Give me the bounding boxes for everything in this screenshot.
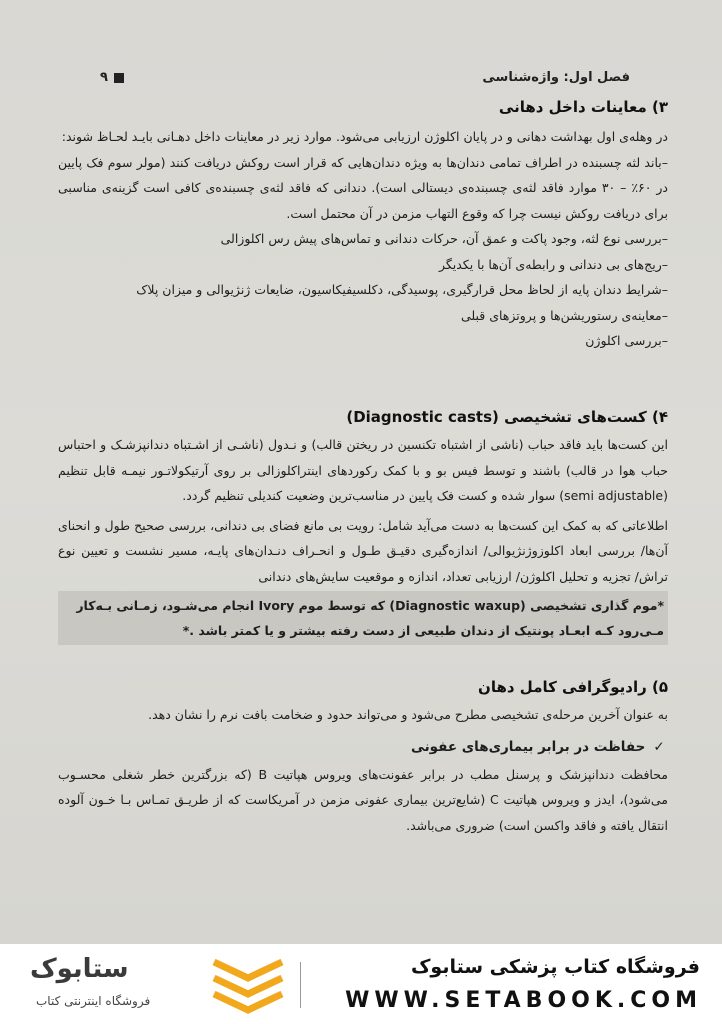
list-item: –بررسی نوع لثه، وجود پاکت و عمق آن، حرکات دندانی و تماس‌های پیش رس اکلوزالی [220, 231, 668, 246]
list-item: –معاینه‌ی رستوریشن‌ها و پروتزهای قبلی [460, 307, 668, 323]
list-item: –ریج‌های بی دندانی و رابطه‌ی آن‌ها با یکدیگر [438, 256, 668, 272]
section5-paragraph-1: به عنوان آخرین مرحله‌ی تشخیصی مطرح می‌شود و می‌تواند حدود و ضخامت بافت نرم را نشان دهد. [148, 707, 668, 722]
setabook-logo [30, 954, 290, 1018]
page-header [100, 70, 630, 92]
list-item: –بررسی اکلوژن [585, 333, 668, 348]
infection-control-title: حفاظت در برابر بیماری‌های عفونی [410, 738, 646, 755]
section3-intro: در وهله‌ی اول بهداشت دهانی و در پایان اکلوژن ارزیابی می‌شود. موارد زیر در معاینات داخل دهـانی بایـد لحـاظ شوند: [61, 129, 668, 144]
check-icon: ✓ [653, 738, 665, 755]
waxup-note: *موم گذاری تشخیصی (Diagnostic waxup) که توسط موم Ivory انجام می‌شـود، زمـانی بـه‌کار مـی‌رود کـه ابعـاد پونتیک از دندان طبیعی از دست رفته بیشتر و یا کمتر باشد .* [58, 591, 668, 645]
page-number: ۹ [100, 70, 108, 85]
section4-paragraph-2: اطلاعاتی که به کمک این کست‌ها به دست می‌آید شامل: رویت بی مانع فضای بی دندانی، بررسی صحیح طول و انحنای آن‌ها/ بررسی ابعاد اکلوزوژنژیوالی/ اندازه‌گیری دقیـق طـول و انحـراف دنـدان‌های پایـه، مسیر نشست و تعیین نوع تراش/ تجزیه و تحلیل اکلوژن/ ارزیابی تعداد، اندازه و موقعیت سایش‌های دندانی [58, 517, 668, 584]
store-banner [0, 944, 722, 1024]
section-radiography [58, 676, 668, 838]
list-item: –شرایط دندان پایه از لحاظ محل قرارگیری، پوسیدگی، دکلسیفیکاسیون، ضایعات ژنژیوالی و میزان پلاک [136, 282, 668, 297]
section3-heading: ۳) معاینات داخل دهانی [498, 98, 668, 116]
logo-wordmark: ستابوک [30, 954, 129, 984]
square-bullet-icon [114, 73, 124, 83]
store-url: WWW.SETABOOK.COM [345, 988, 702, 1013]
infection-control-heading [58, 736, 668, 758]
chapter-title: فصل اول: واژه‌شناسی [482, 70, 630, 85]
logo-tagline: فروشگاه اینترنتی کتاب [36, 994, 151, 1008]
section-diagnostic-casts [58, 406, 668, 645]
section4-heading: ۴) کست‌های تشخیصی (Diagnostic casts) [346, 408, 668, 426]
section4-paragraph-1: این کست‌ها باید فاقد حباب (ناشی از اشتباه تکنسین در ریختن قالب) و نـدول (ناشـی از اشـتباه دندانپزشـک و احتباس حباب هوا در قالب) باشند و توسط فیس بو و با کمک رکوردهای اینتراکلوزالی بر روی آرتیکولاتـور نیمـه قابل تنظیم (semi adjustable) سوار شده و کست فک پایین در مناسب‌ترین وضعیت کندیلی تنظیم گردد. [58, 437, 668, 503]
divider [300, 962, 301, 1008]
page-number-group [100, 70, 124, 85]
section5-paragraph-2: محافظت دندانپزشک و پرسنل مطب در برابر عفونت‌های ویروس هپاتیت B (که بزرگترین خطر شغلی محسـوب می‌شود)، ایدز و ویروس هپاتیت C (شایع‌ترین بیماری عفونی مزمن در آمریکاست که از طریـق تمـاس بـا خـون آلوده انتقال یافته و فاقد واکسن است) ضروری می‌باشد. [58, 766, 668, 833]
section-oral-exam [58, 96, 668, 354]
list-item: –باند لثه چسبنده در اطراف تمامی دندان‌ها به ویژه دندان‌هایی که قرار است روکش دریافت کنند (مولر سوم فک پایین در ۶۰٪ – ۳۰ موارد فاقد لثه‌ی چسبنده‌ی دیستالی است). دندانی که فاقد لثه‌ی چسبنده‌ی کافی است گزینه‌ی مناسبی برای دریافت روکش نیست چرا که وقوع التهاب مزمن در آن محتمل است. [58, 154, 668, 221]
book-chevron-icon [208, 954, 288, 1016]
store-title: فروشگاه کتاب پزشکی ستابوک [410, 956, 700, 978]
section5-heading: ۵) رادیوگرافی کامل دهان [478, 678, 668, 696]
